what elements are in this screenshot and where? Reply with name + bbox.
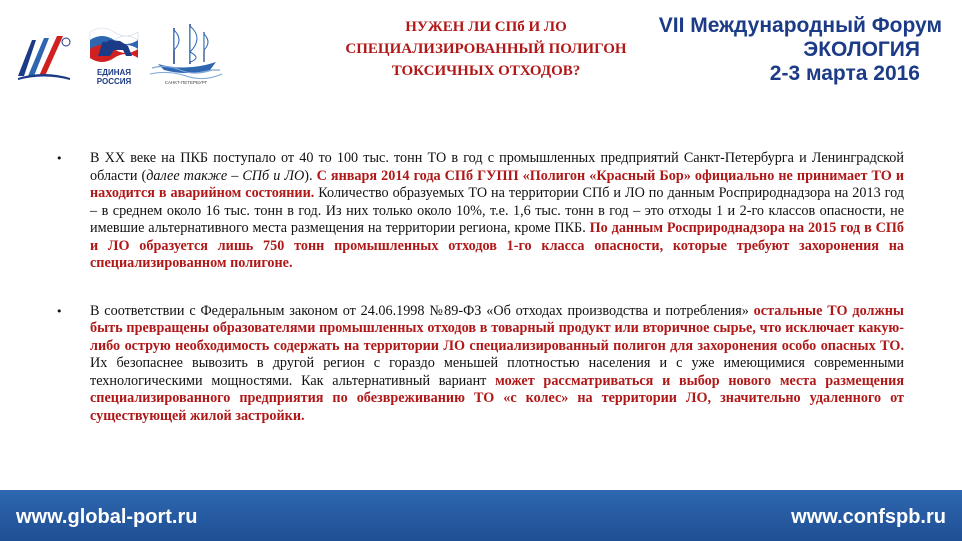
footer-bar bbox=[0, 490, 962, 541]
segment-highlight: По данным Росприроднадзора на 2015 год в СПб и ЛО образуется лишь 750 тонн промышленных отходов 1-го класса опасности, которые требуют захоронения на специализированном полигоне. bbox=[90, 220, 904, 271]
onf-logo-icon bbox=[12, 30, 76, 86]
segment-italic: далее также – СПб и ЛО bbox=[146, 167, 305, 184]
segment: Их безопаснее вывозить в другой регион с гораздо меньшей плотностью населения и с уже имеющимися современными технологическими мощностями. Как альтернативный вариант bbox=[90, 355, 904, 389]
confspb-link[interactable]: www.confspb.ru bbox=[791, 506, 946, 528]
party-name-line1: ЕДИНАЯ bbox=[96, 68, 132, 77]
bullet-paragraph bbox=[56, 150, 904, 273]
united-russia-logo bbox=[88, 22, 140, 92]
bear-flag-icon bbox=[88, 22, 140, 68]
ship-logo-caption: САНКТ-ПЕТЕРБУРГ bbox=[164, 80, 208, 85]
segment: В XX веке на ПКБ поступало от 40 то 100 тыс. тонн ТО в год с промышленных предприятий Санкт-Петербурга и Ленинградской области ( bbox=[90, 150, 904, 184]
global-port-link[interactable]: www.global-port.ru bbox=[16, 506, 198, 528]
slide-body bbox=[56, 150, 904, 425]
slide-title-line: СПЕЦИАЛИЗИРОВАННЫЙ ПОЛИГОН bbox=[345, 41, 627, 57]
slide-title-line: НУЖЕН ЛИ СПб И ЛО bbox=[405, 19, 567, 35]
segment: В соответствии с Федеральным законом от 24.06.1998 №89-ФЗ «Об отходах производства и потребления» bbox=[90, 302, 754, 319]
ship-icon bbox=[146, 20, 226, 80]
bullet-icon: • bbox=[56, 152, 63, 165]
slide-header bbox=[0, 0, 962, 112]
forum-banner bbox=[612, 14, 942, 86]
segment-highlight: С января 2014 года СПб ГУПП «Полигон «Красный Бор» официально не принимает ТО и находится в аварийном состоянии. bbox=[90, 167, 905, 201]
logo-group bbox=[8, 18, 228, 88]
spb-ship-logo bbox=[146, 20, 226, 90]
bullet-icon: • bbox=[56, 304, 63, 318]
segment: Количество образуемых ТО на территории СПб и ЛО по данным Росприроднадзора на 2013 год – в среднем около 16 тыс. тонн в год. Из них только около 10%, т.е. 1,6 тыс. тонн в год – это отходы 1 и 2-го классов опасности, не имевшие альтернативного места размещения на территории региона, кроме ПКБ. bbox=[90, 185, 904, 236]
forum-date: 2-3 марта 2016 bbox=[769, 62, 920, 85]
segment-highlight: может рассматриваться и выбор нового места размещения специализированного предприятия по обезвреживанию ТО «с колес» на территории ЛО, значительно удаленного от существующей жилой застройки. bbox=[90, 372, 904, 424]
slide-title-line: ТОКСИЧНЫХ ОТХОДОВ? bbox=[391, 63, 581, 79]
segment: ). bbox=[304, 167, 317, 184]
forum-name: VII Международный Форум bbox=[658, 14, 942, 37]
segment-highlight: остальные ТО должны быть превращены образователями промышленных отходов в товарный продукт или вторичное сырье, что исключает какую-либо острую необходимость содержать на территории ЛО специализированный полигон для захоронения особо опасных ТО. bbox=[90, 302, 905, 354]
bullet-paragraph bbox=[56, 303, 904, 426]
forum-topic: ЭКОЛОГИЯ bbox=[803, 38, 920, 61]
party-name-line2: РОССИЯ bbox=[96, 77, 132, 86]
